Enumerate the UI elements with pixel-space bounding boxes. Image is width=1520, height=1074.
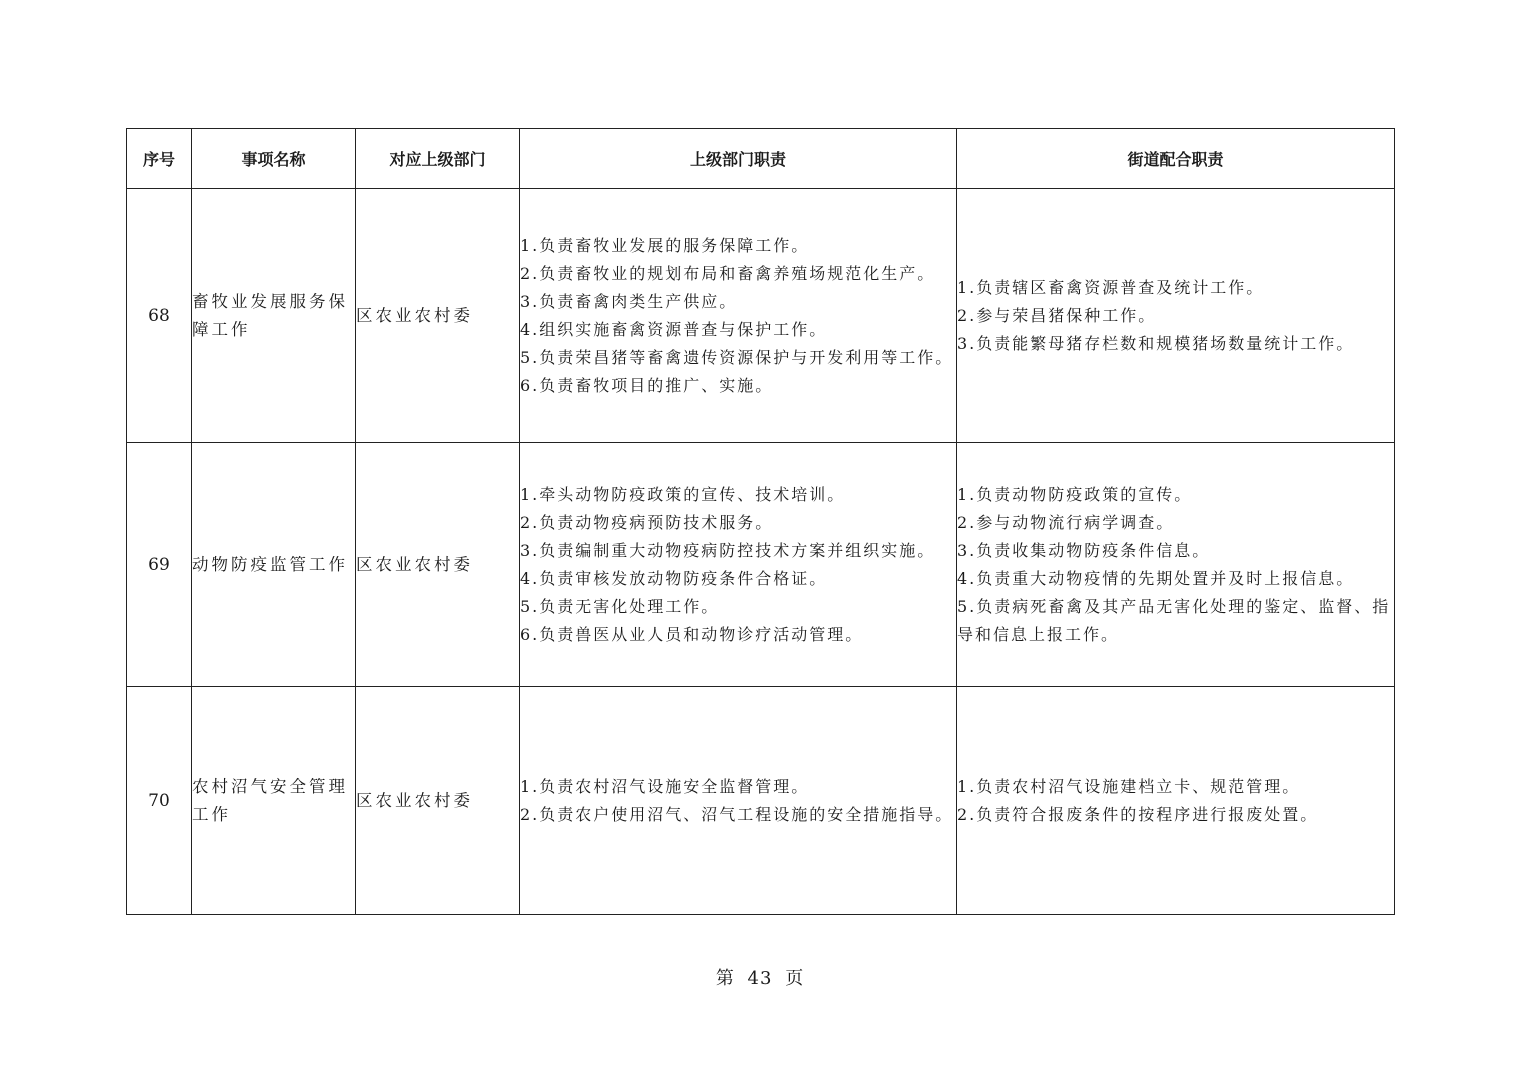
duty-item: 6.负责兽医从业人员和动物诊疗活动管理。 <box>520 624 864 644</box>
row-department: 区农业农村委 <box>356 443 520 687</box>
duty-item: 2.参与动物流行病学调查。 <box>957 512 1175 532</box>
row-upper-duties <box>520 189 957 443</box>
row-upper-duties <box>520 687 957 915</box>
row-item-name: 畜牧业发展服务保障工作 <box>192 189 356 443</box>
duty-item: 1.负责动物防疫政策的宣传。 <box>957 484 1193 504</box>
table-row <box>127 189 1395 443</box>
table-row <box>127 687 1395 915</box>
duty-item: 5.负责病死畜禽及其产品无害化处理的鉴定、监督、指导和信息上报工作。 <box>957 596 1391 644</box>
page-suffix: 页 <box>785 968 805 989</box>
row-department: 区农业农村委 <box>356 189 520 443</box>
row-street-duties <box>957 687 1395 915</box>
table-header-row <box>127 129 1395 189</box>
header-street-duties: 街道配合职责 <box>957 129 1395 189</box>
row-number: 68 <box>127 189 192 443</box>
duty-item: 4.负责重大动物疫情的先期处置并及时上报信息。 <box>957 568 1355 588</box>
header-serial-number: 序号 <box>127 129 192 189</box>
duty-item: 2.参与荣昌猪保种工作。 <box>957 305 1157 325</box>
page-number-footer <box>0 964 1520 990</box>
duty-item: 3.负责收集动物防疫条件信息。 <box>957 540 1211 560</box>
duty-item: 4.负责审核发放动物防疫条件合格证。 <box>520 568 828 588</box>
row-street-duties <box>957 443 1395 687</box>
duty-item: 3.负责畜禽肉类生产供应。 <box>520 291 738 311</box>
row-item-name: 农村沼气安全管理工作 <box>192 687 356 915</box>
row-upper-duties <box>520 443 957 687</box>
duty-item: 2.负责符合报废条件的按程序进行报废处置。 <box>957 804 1319 824</box>
duty-item: 2.负责农户使用沼气、沼气工程设施的安全措施指导。 <box>520 804 954 824</box>
header-upper-department: 对应上级部门 <box>356 129 520 189</box>
page-number: 43 <box>747 968 773 989</box>
duties-table <box>126 128 1395 915</box>
duty-item: 6.负责畜牧项目的推广、实施。 <box>520 375 774 395</box>
duty-item: 1.负责农村沼气设施建档立卡、规范管理。 <box>957 776 1301 796</box>
duty-item: 2.负责畜牧业的规划布局和畜禽养殖场规范化生产。 <box>520 263 936 283</box>
header-upper-duties: 上级部门职责 <box>520 129 957 189</box>
row-street-duties <box>957 189 1395 443</box>
duty-item: 2.负责动物疫病预防技术服务。 <box>520 512 774 532</box>
row-number: 69 <box>127 443 192 687</box>
duty-item: 1.负责辖区畜禽资源普查及统计工作。 <box>957 277 1265 297</box>
table-row <box>127 443 1395 687</box>
duty-item: 1.牵头动物防疫政策的宣传、技术培训。 <box>520 484 846 504</box>
duty-item: 5.负责荣昌猪等畜禽遗传资源保护与开发利用等工作。 <box>520 347 954 367</box>
duty-item: 1.负责畜牧业发展的服务保障工作。 <box>520 235 810 255</box>
duty-item: 3.负责编制重大动物疫病防控技术方案并组织实施。 <box>520 540 936 560</box>
row-department: 区农业农村委 <box>356 687 520 915</box>
row-number: 70 <box>127 687 192 915</box>
duty-item: 4.组织实施畜禽资源普查与保护工作。 <box>520 319 828 339</box>
page-prefix: 第 <box>715 968 735 989</box>
duty-item: 3.负责能繁母猪存栏数和规模猪场数量统计工作。 <box>957 333 1355 353</box>
header-item-name: 事项名称 <box>192 129 356 189</box>
duty-item: 1.负责农村沼气设施安全监督管理。 <box>520 776 810 796</box>
row-item-name: 动物防疫监管工作 <box>192 443 356 687</box>
duty-item: 5.负责无害化处理工作。 <box>520 596 720 616</box>
